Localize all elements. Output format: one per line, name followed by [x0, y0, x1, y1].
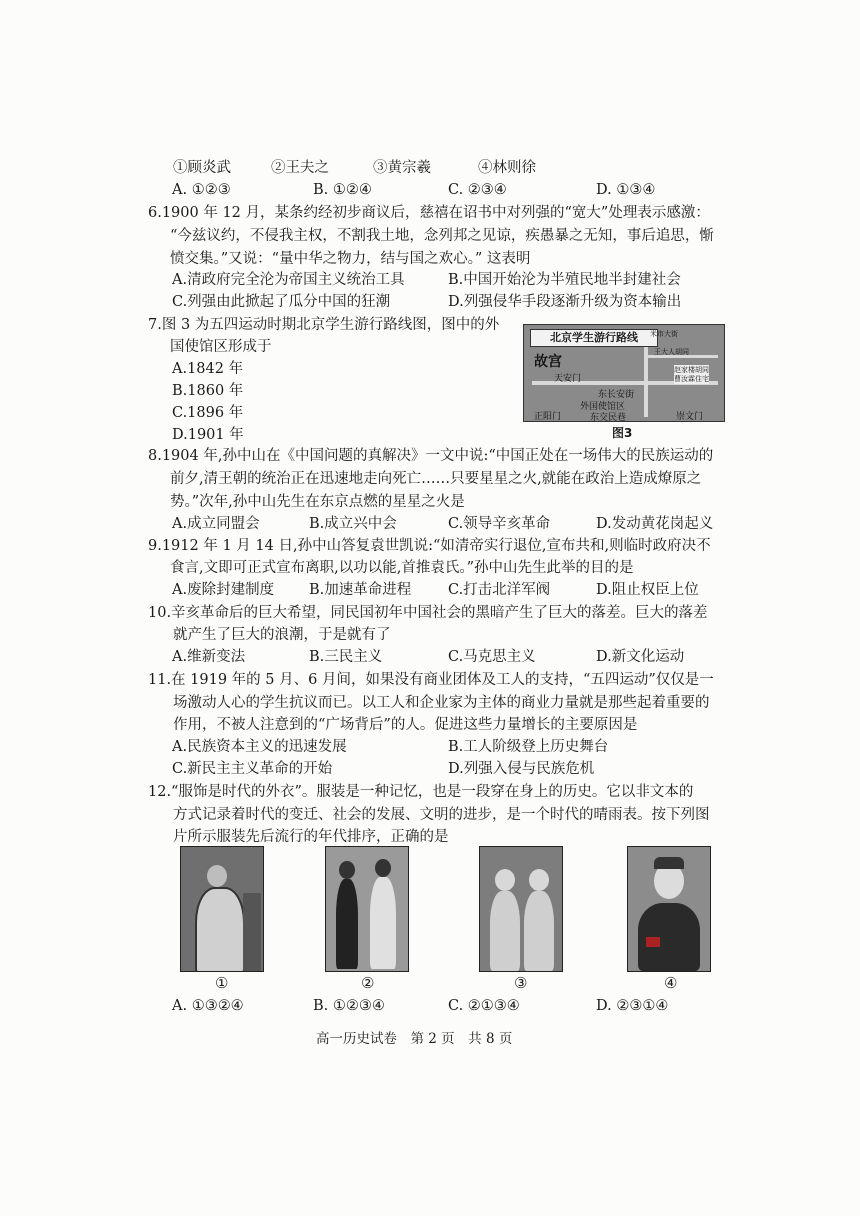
- q5-option-c: C. ②③④: [448, 182, 507, 198]
- photo-label-2: ②: [361, 974, 375, 992]
- q10-option-c: C.马克思主义: [448, 649, 536, 665]
- q8-stem-line-2: 前夕,清王朝的统治正在迅速地走向死亡……只要星星之火,就能在政治上造成燎原之: [170, 471, 702, 487]
- q9-option-a: A.废除封建制度: [172, 582, 275, 598]
- page-footer: 高一历史试卷 第 2 页 共 8 页: [316, 1031, 513, 1047]
- photo-label-1: ①: [215, 974, 229, 992]
- q7-option-c: C.1896 年: [172, 405, 244, 421]
- q11-option-d: D.列强入侵与民族危机: [448, 761, 595, 777]
- q11-option-a: A.民族资本主义的迅速发展: [172, 739, 347, 755]
- q12-option-d: D. ②③①④: [596, 998, 669, 1014]
- photo-3-figure-right: [524, 891, 554, 971]
- photo-3-head-right: [529, 869, 549, 891]
- map-label-changan: 东长安街: [598, 390, 635, 400]
- q6-stem-line-2: “今兹议约，不侵我主权，不割我土地，念列邦之见谅，疾愚暴之无知，事后追思，惭: [170, 228, 714, 244]
- q10-stem-line-1: 10.辛亥革命后的巨大希望，同民国初年中国社会的黑暗产生了巨大的落差。巨大的落差: [148, 605, 708, 621]
- map-label-chongwenmen: 崇文门: [676, 412, 704, 422]
- photo-2-figure-right: [370, 877, 396, 969]
- q5-option-d: D. ①③④: [596, 182, 656, 198]
- q11-option-c: C.新民主主义革命的开始: [172, 761, 333, 777]
- map-label-zhaojialou: 赵家楼胡同: [674, 366, 709, 374]
- q8-stem-line-3: 势。”次年,孙中山先生在东京点燃的星星之火是: [170, 494, 465, 510]
- photo-4-book: [646, 937, 660, 947]
- q9-stem-line-1: 9.1912 年 1 月 14 日,孙中山答复袁世凯说:“如清帝实行退位,宣布共和,则临时政府决不: [148, 538, 711, 554]
- map-label-zhengyangmen: 正阳门: [534, 412, 562, 422]
- q12-option-b: B. ①②③④: [313, 998, 385, 1014]
- q5-item-4: ④林则徐: [478, 160, 536, 176]
- photo-2-head-right: [375, 859, 391, 877]
- q12-option-a: A. ①③②④: [172, 998, 244, 1014]
- q8-option-d: D.发动黄花岗起义: [596, 516, 714, 532]
- q10-option-d: D.新文化运动: [596, 649, 685, 665]
- photo-label-3: ③: [514, 974, 528, 992]
- q7-option-a: A.1842 年: [172, 361, 244, 377]
- photo-label-4: ④: [664, 974, 678, 992]
- map-label-dongjiaominxiang: 东交民巷: [590, 413, 627, 423]
- map-label-gugong: 故宫: [534, 354, 562, 370]
- photo-4-cap: [654, 857, 684, 869]
- q12-stem-line-1: 12.“服饰是时代的外衣”。服装是一种记忆，也是一段穿在身上的历史。它以非文本的: [148, 784, 694, 800]
- photo-3-head-left: [495, 869, 515, 891]
- q12-stem-line-2: 方式记录着时代的变迁、社会的发展、文明的进步，是一个时代的晴雨表。按下列图: [173, 807, 710, 823]
- q6-option-a: A.清政府完全沦为帝国主义统治工具: [172, 272, 405, 288]
- map-label-tiananmen: 天安门: [554, 374, 582, 384]
- figure-3-caption: 图3: [612, 426, 633, 440]
- photo-1-head: [207, 865, 227, 887]
- photo-3-uniforms: [479, 846, 563, 972]
- q11-stem-line-1: 11.在 1919 年的 5 月、6 月间，如果没有商业团体及工人的支持，“五四运动”仅仅是一: [148, 672, 714, 688]
- map-label-cao-residence: 曹汝霖住宅: [674, 375, 709, 383]
- q7-stem-line-1: 7.图 3 为五四运动时期北京学生游行路线图，图中的外: [148, 317, 500, 333]
- q11-option-b: B.工人阶级登上历史舞台: [448, 739, 609, 755]
- q9-option-c: C.打击北洋军阀: [448, 582, 551, 598]
- q5-item-2: ②王夫之: [271, 160, 329, 176]
- photo-1-figure: [195, 887, 245, 972]
- map-label-legation: 外国使馆区: [580, 402, 626, 412]
- q6-option-c: C.列强由此掀起了瓜分中国的狂潮: [172, 294, 391, 310]
- q6-option-b: B.中国开始沦为半殖民地半封建社会: [448, 272, 681, 288]
- q11-stem-line-3: 作用，不被人注意到的“广场背后”的人。促进这些力量增长的主要原因是: [173, 717, 638, 733]
- q9-option-d: D.阻止权臣上位: [596, 582, 699, 598]
- q10-option-b: B.三民主义: [309, 649, 383, 665]
- q12-stem-line-3: 片所示服装先后流行的年代排序，正确的是: [173, 829, 449, 845]
- map-title: 北京学生游行路线: [530, 329, 658, 347]
- map-label-wangdaren: 王大人胡同: [654, 348, 689, 356]
- q8-stem-line-1: 8.1904 年,孙中山在《中国问题的真解决》一文中说:“中国正处在一场伟大的民族运动的: [148, 448, 714, 464]
- figure-3-route-map: [523, 324, 725, 422]
- q11-stem-line-2: 场激动人心的学生抗议而已。以工人和企业家为主体的商业力量就是那些起着重要的: [173, 695, 710, 711]
- q12-option-c: C. ②①③④: [448, 998, 520, 1014]
- q8-option-a: A.成立同盟会: [172, 516, 260, 532]
- q6-stem-line-1: 6.1900 年 12 月，某条约经初步商议后，慈禧在诏书中对列强的“宽大”处理表示感激：: [148, 205, 710, 221]
- q8-option-b: B.成立兴中会: [309, 516, 397, 532]
- q9-stem-line-2: 食言,文即可正式宣布离职,以功以能,首推袁氏。”孙中山先生此举的目的是: [170, 560, 634, 576]
- q8-option-c: C.领导辛亥革命: [448, 516, 551, 532]
- q9-option-b: B.加速革命进程: [309, 582, 412, 598]
- map-label-mishi: 米市大街: [650, 330, 678, 338]
- photo-4-red-guard: [627, 846, 711, 972]
- q6-option-d: D.列强侵华手段逐渐升级为资本输出: [448, 294, 682, 310]
- photo-2-qipao: [325, 846, 409, 972]
- q5-option-b: B. ①②④: [313, 182, 372, 198]
- photo-1-second-figure: [243, 893, 261, 971]
- q5-item-3: ③黄宗羲: [373, 160, 431, 176]
- q5-option-a: A. ①②③: [172, 182, 231, 198]
- q5-item-1: ①顾炎武: [173, 160, 231, 176]
- photo-2-head-left: [339, 861, 355, 879]
- q6-stem-line-3: 愤交集。”又说：“量中华之物力，结与国之欢心。” 这表明: [170, 251, 531, 267]
- q7-stem-line-2: 国使馆区形成于: [170, 339, 272, 355]
- photo-1-qing-robe: [180, 846, 264, 972]
- q10-option-a: A.维新变法: [172, 649, 246, 665]
- q7-option-b: B.1860 年: [172, 383, 244, 399]
- q7-option-d: D.1901 年: [172, 427, 244, 443]
- q10-stem-line-2: 就产生了巨大的浪潮，于是就有了: [173, 627, 391, 643]
- photo-3-figure-left: [490, 891, 520, 971]
- photo-2-figure-left: [336, 879, 358, 969]
